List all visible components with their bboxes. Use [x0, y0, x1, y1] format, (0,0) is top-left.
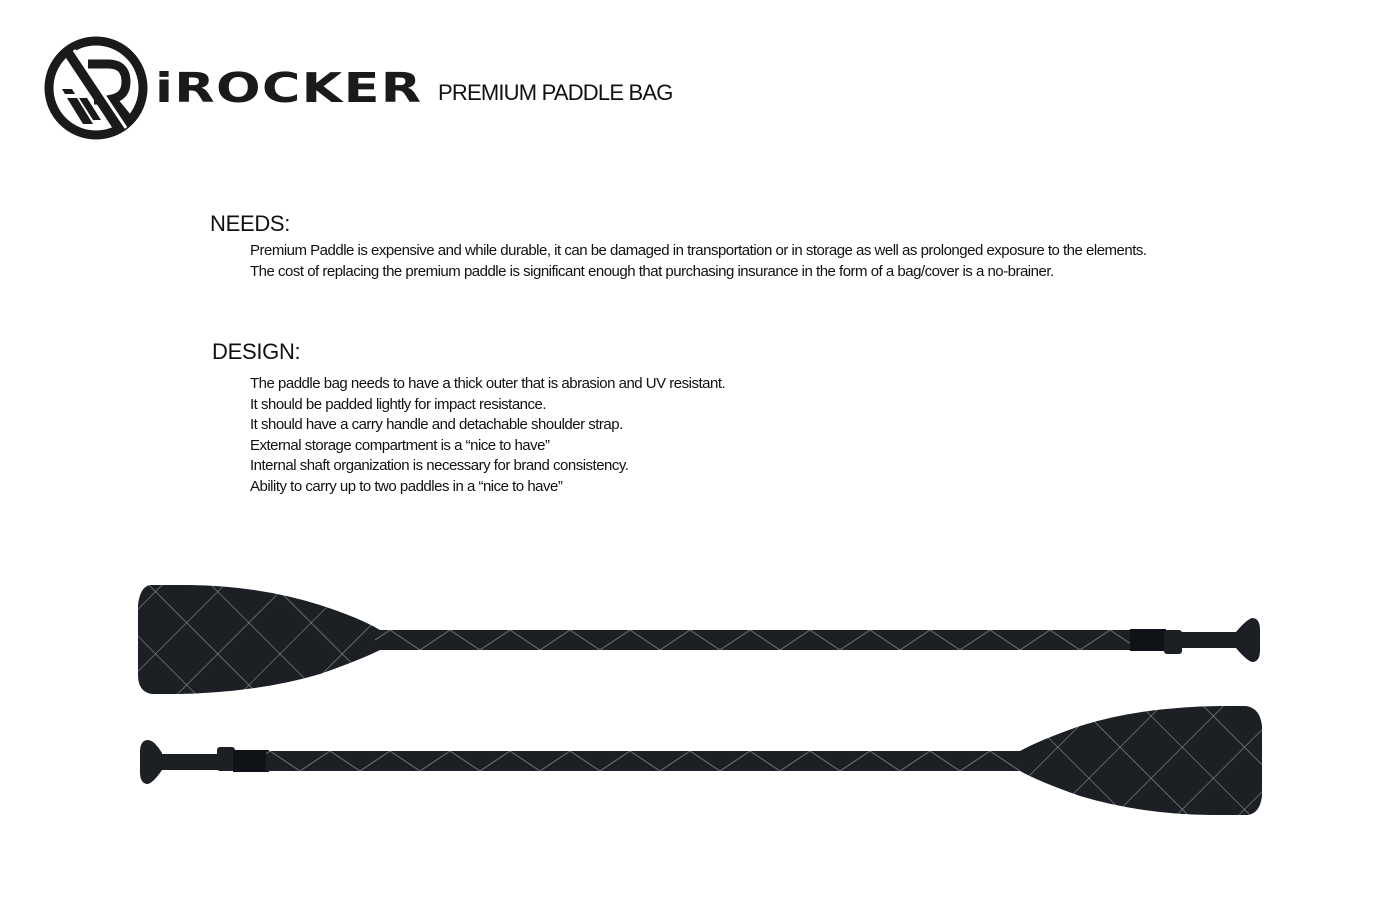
- design-line: Ability to carry up to two paddles in a “nice to have”: [250, 477, 563, 495]
- needs-line: The cost of replacing the premium paddle is significant enough that purchasing insurance in the form of a bag/cover is a no-brainer.: [250, 262, 1054, 280]
- design-line: External storage compartment is a “nice to have”: [250, 436, 550, 454]
- needs-body: [250, 241, 1147, 282]
- needs-heading: NEEDS:: [210, 211, 291, 236]
- design-line: It should be padded lightly for impact resistance.: [250, 395, 547, 413]
- irocker-logo-icon: [42, 34, 150, 142]
- design-heading: DESIGN:: [212, 339, 301, 364]
- design-body: [250, 374, 725, 498]
- needs-line: Premium Paddle is expensive and while durable, it can be damaged in transportation or in storage as well as prolonged exposure to the elements.: [250, 242, 1147, 259]
- design-line: Internal shaft organization is necessary for brand consistency.: [250, 457, 629, 475]
- paddle-illustration-blade-left: [0, 575, 1400, 705]
- design-line: The paddle bag needs to have a thick outer that is abrasion and UV resistant.: [250, 375, 726, 392]
- document-title: PREMIUM PADDLE BAG: [438, 80, 673, 105]
- brand-name: iROCKER: [155, 64, 423, 112]
- paddle-illustration-blade-right: [0, 695, 1400, 825]
- design-line: It should have a carry handle and detachable shoulder strap.: [250, 416, 623, 434]
